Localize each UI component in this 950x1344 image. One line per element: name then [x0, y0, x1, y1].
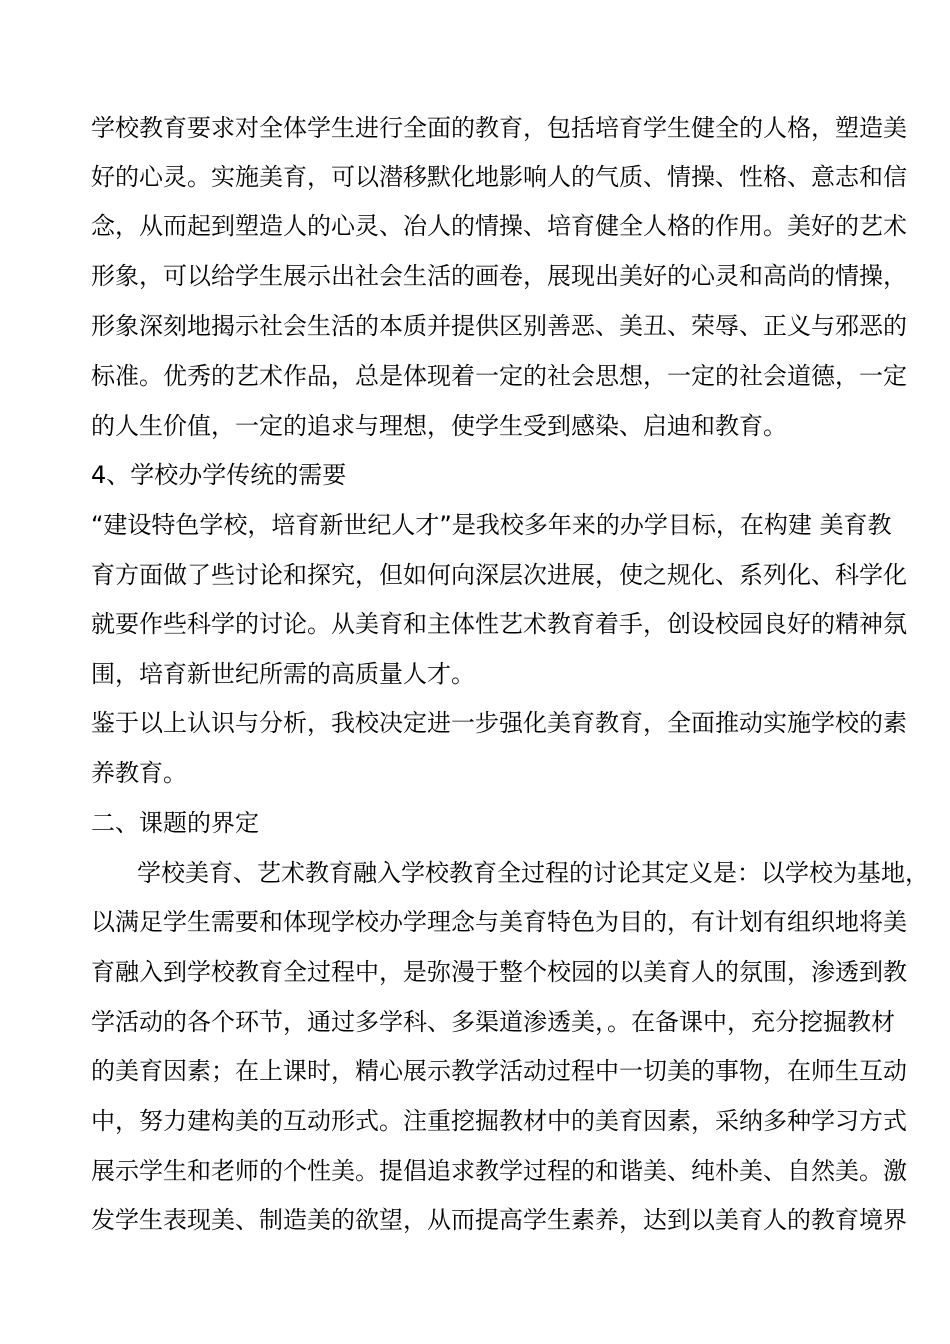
paragraph-line: 展示学生和老师的个性美。提倡追求教学过程的和谐美、纯朴美、自然美。激 [91, 1157, 907, 1185]
paragraph-line: 念，从而起到塑造人的心灵、冶人的情操、培育健全人格的作用。美好的艺术 [91, 212, 907, 240]
paragraph-line: 以满足学生需要和体现学校办学理念与美育特色为目的，有计划有组织地将美 [91, 908, 907, 936]
paragraph-line: 形象，可以给学生展示出社会生活的画卷，展现出美好的心灵和高尚的情操， [91, 262, 907, 290]
paragraph-line: 的美育因素；在上课时，精心展示教学活动过程中一切美的事物，在师生互动 [91, 1057, 907, 1085]
paragraph-line: 学校美育、艺术教育融入学校教育全过程的讨论其定义是：以学校为基地， [137, 859, 929, 887]
paragraph-line: 标准。优秀的艺术作品，总是体现着一定的社会思想，一定的社会道德，一定 [91, 362, 907, 390]
section-heading: 4、学校办学传统的需要 [91, 461, 347, 489]
paragraph-line: “建设特色学校，培育新世纪人才”是我校多年来的办学目标，在构建 美育教 [91, 511, 892, 539]
paragraph-line: 围，培育新世纪所需的高质量人才。 [91, 660, 475, 688]
paragraph-line: 鉴于以上认识与分析，我校决定进一步强化美育教育，全面推动实施学校的素 [91, 709, 907, 737]
paragraph-line: 发学生表现美、制造美的欲望，从而提高学生素养，达到以美育人的教育境界 [91, 1206, 907, 1234]
paragraph-line: 学校教育要求对全体学生进行全面的教育，包括培育学生健全的人格，塑造美 [91, 114, 907, 142]
paragraph-line: 中，努力建构美的互动形式。注重挖掘教材中的美育因素，采纳多种学习方式 [91, 1107, 907, 1135]
paragraph-line: 的人生价值，一定的追求与理想，使学生受到感染、启迪和教育。 [91, 412, 787, 440]
paragraph-line: 养教育。 [91, 759, 187, 787]
section-heading: 二、课题的界定 [91, 809, 259, 837]
paragraph-line: 就要作些科学的讨论。从美育和主体性艺术教育着手，创设校园良好的精神氛 [91, 610, 907, 638]
paragraph-line: 育融入到学校教育全过程中，是弥漫于整个校园的以美育人的氛围，渗透到教 [91, 958, 907, 986]
paragraph-line: 学活动的各个环节，通过多学科、多渠道渗透美，。在备课中，充分挖掘教材 [91, 1008, 895, 1036]
paragraph-line: 形象深刻地揭示社会生活的本质并提供区别善恶、美丑、荣辱、正义与邪恶的 [91, 312, 907, 340]
paragraph-line: 育方面做了些讨论和探究，但如何向深层次进展，使之规化、系列化、科学化 [91, 561, 907, 589]
paragraph-line: 好的心灵。实施美育，可以潜移默化地影响人的气质、情操、性格、意志和信 [91, 163, 907, 191]
